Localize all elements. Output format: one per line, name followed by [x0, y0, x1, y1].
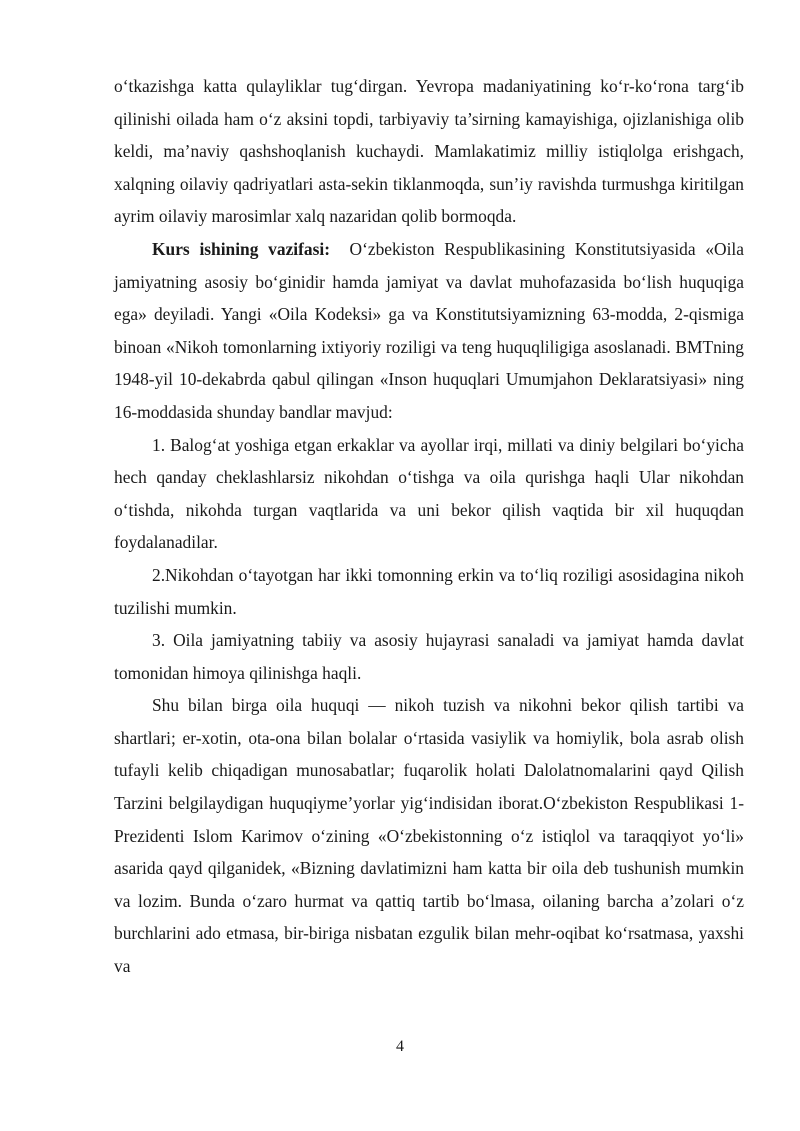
paragraph-heading: Kurs ishining vazifasi:: [152, 238, 330, 259]
document-page: [114, 70, 744, 983]
page-number: 4: [396, 1038, 404, 1055]
list-item-3: 3. Oila jamiyatning tabiiy va asosiy hujayrasi sanaladi va jamiyat hamda davlat tomonidan himoya qilinishga haqli.: [114, 630, 744, 683]
list-item-1: 1. Balog‘at yoshiga etgan erkaklar va ayollar irqi, millati va diniy belgilari bo‘yicha hech qanday cheklashlarsiz nikohdan o‘tishga va oila qurishga haqli Ular nikohdan o‘tishda, nikohda turgan vaqtlarida va uni bekor qilish vaqtida bir xil huquqdan foydalanadilar.: [114, 434, 744, 553]
paragraph-intro: o‘tkazishga katta qulayliklar tug‘dirgan. Yevropa madaniyatining ko‘r-ko‘rona targ‘ib qilinishi oilada ham o‘z aksini topdi, tarbiyaviy ta’sirning kamayishiga, ojizlanishiga olib keldi, ma’naviy qashshoqlanish kuchaydi. Mamlakatimiz milliy istiqlolga erishgach, xalqning oilaviy qadriyatlari asta-sekin tiklanmoqda, sun’iy ravishda turmushga kiritilgan ayrim oilaviy marosimlar xalq nazaridan qolib bormoqda.: [114, 76, 744, 227]
paragraph-family-law: Shu bilan birga oila huquqi — nikoh tuzish va nikohni bekor qilish tartibi va shartlari; er-xotin, ota-ona bilan bolalar o‘rtasida vasiylik va homiylik, bola asrab olish tufayli kelib chiqadigan munosabatlar; fuqarolik holati Dalolatnomalarini qayd Qilish Tarzini belgilaydigan huquqiyme’yorlar yig‘indisidan iborat.O‘zbekiston Respublikasi 1-Prezidenti Islom Karimov o‘zining «O‘zbekistonning o‘z istiqlol va taraqqiyot yo‘li» asarida qayd qilganidek, «Bizning davlatimizni ham katta bir oila deb tushunish mumkin va lozim. Bunda o‘zaro hurmat va qattiq tartib bo‘lmasa, oilaning barcha a’zolari o‘z burchlarini ado etmasa, bir-biriga nisbatan ezgulik bilan mehr-oqibat ko‘rsatmasa, yaxshi va: [114, 695, 744, 977]
paragraph-course-tasks: [114, 233, 744, 429]
paragraph-body: O‘zbekiston Respublikasining Konstitutsiyasida «Oila jamiyatning asosiy bo‘ginidir hamda jamiyat va davlat muhofazasida bo‘lish huquqiga ega» deyiladi. Yangi «Oila Kodeksi» ga va Konstitutsiyamizning 63-modda, 2-qismiga binoan «Nikoh tomonlarning ixtiyoriy roziligi va teng huquqliligiga asoslanadi. BMTning 1948-yil 10-dekabrda qabul qilingan «Inson huquqlari Umumjahon Deklaratsiyasi» ning 16-moddasida shunday bandlar mavjud:: [114, 238, 744, 422]
list-item-2: 2.Nikohdan o‘tayotgan har ikki tomonning erkin va to‘liq roziligi asosidagina nikoh tuzilishi mumkin.: [114, 564, 744, 618]
